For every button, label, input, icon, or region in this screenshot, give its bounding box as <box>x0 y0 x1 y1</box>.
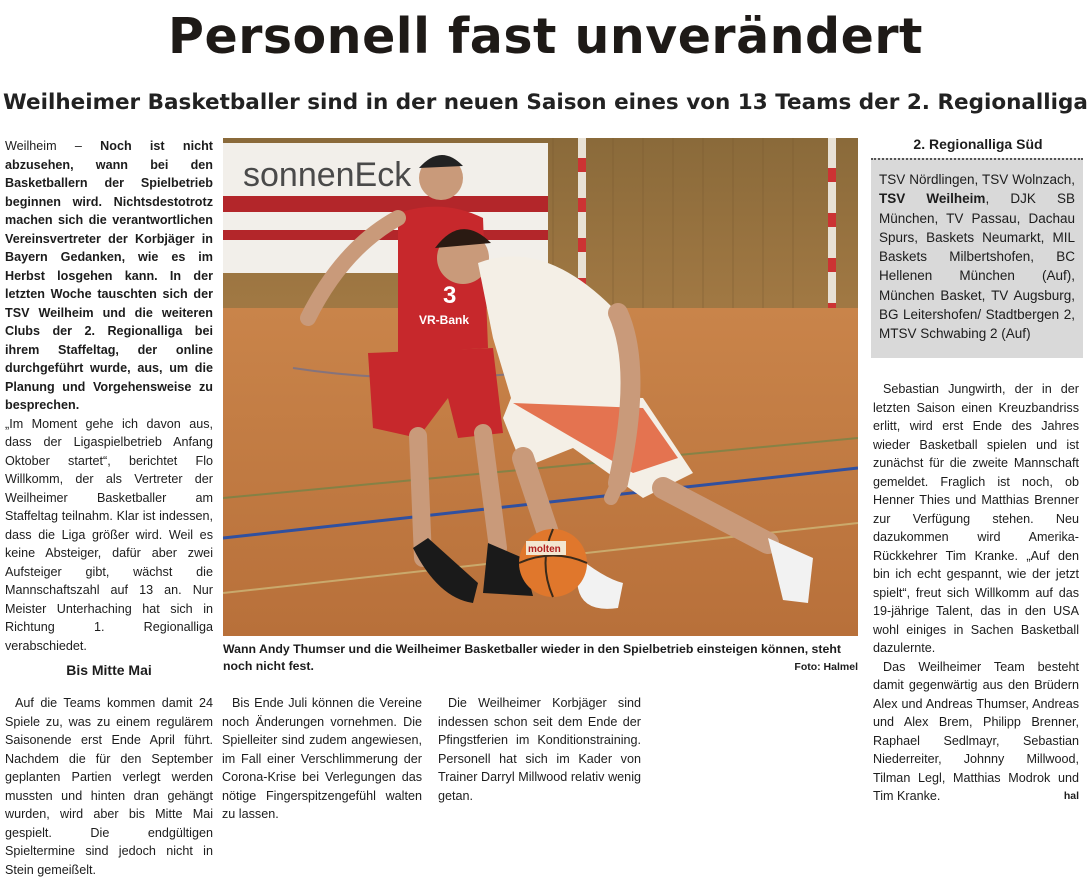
sidebar-title: 2. Regionalliga Süd <box>913 136 1043 152</box>
paragraph: Sebastian Jungwirth, der in der letzten Saison einen Kreuzbandriss erlitt, wird erst Ende des Jahres wieder Basketball spielen und ist zunächst für die zweite Mannschaft gemeldet. Fraglich ist noch, ob Henner Thies und Matthias Brenner zur Verfügung stehen. Neu dazukommen wird Amerika-Rückkehrer Tim Kranke. „Auf den bin ich echt gespannt, wie der jetzt spielt“, freut sich Willkomm auf das 19-jährige Talent, das in den USA wohl einiges in Sachen Basketball dazulernte. <box>873 382 1079 655</box>
paragraph: Die Weilheimer Korbjäger sind indessen schon seit dem Ende der Pfingstferien im Konditionstraining. Personell hat sich im Kader von Trainer Darryl Millwood relativ wenig getan. <box>438 696 641 803</box>
section-subtitle: Bis Mitte Mai <box>66 662 152 678</box>
photo-credit: Foto: Halmel <box>794 661 858 673</box>
teams-text: , DJK SB München, TV Passau, Dachau Spurs, Baskets Neumarkt, MIL Baskets Milbertshofen, BC Hellenen München (Auf), München Basket, TV Augsburg, BG Leitershofen/ Stadtbergen 2, MTSV Schwabing 2 (Auf) <box>879 191 1076 342</box>
ball-brand: molten <box>528 544 561 555</box>
caption-text: Wann Andy Thumser und die Weilheimer Basketballer wieder in den Spielbetrieb einsteigen können, steht noch nicht fest. <box>223 642 841 673</box>
article-column-1-bottom <box>5 694 213 879</box>
article-column-3-bottom <box>438 694 641 805</box>
banner-text: sonnenEck <box>243 156 412 194</box>
paragraph: Bis Ende Juli können die Vereine noch Änderungen vornehmen. Die Spielleiter sind zudem angewiesen, im Fall einer Verschlimmerung der Corona-Krise bei Verlegungen das nötige Fingerspitzengefühl walten zu lassen. <box>222 696 422 821</box>
basketball-photo <box>223 138 858 636</box>
photo-caption <box>223 641 858 676</box>
paragraph-text: Das Weilheimer Team besteht damit gegenwärtig aus den Brüdern Alex und Andreas Thumser, Andreas und Alex Brem, Philipp Brenner, Raphael Sedlmayr, Sebastian Niederreiter, Johnny Millwood, Tilman Legl, Matthias Modrok und Tim Kranke. <box>873 659 1079 803</box>
article-column-2-bottom <box>222 694 422 824</box>
paragraph: „Im Moment gehe ich davon aus, dass der Ligaspielbetrieb Anfang Oktober startet“, berichtet Flo Willkomm, der als Vertreter der Weilheimer Basketballer am Staffeltag teilnahm. Klar ist indessen, dass die Liga größer wird. Weil es keine Absteiger, dafür aber zwei Aufsteiger gibt, wächst die Mannschaftszahl auf 13 an. Nur Meister Unterhaching hat sich in Richtung 1. Regionalliga verabschiedet. <box>5 416 213 653</box>
paragraph: Auf die Teams kommen damit 24 Spiele zu, was zu einem regulärem Saisonende erst Ende April führt. Nachdem die für den September geplanten Partien verlegt werden mussten und hinten dran gehängt wurden, wird aber bis Mitte Mai gespielt. Die endgültigen Spieltermine sind jedoch nicht in Stein gemeißelt. <box>5 696 213 877</box>
author-signature: hal <box>1063 790 1079 802</box>
teams-text: TSV Nördlingen, TSV Wolnzach, <box>879 172 1075 187</box>
article-column-1 <box>5 137 213 686</box>
sidebar-team-list <box>871 158 1083 358</box>
dateline: Weilheim – <box>5 139 101 153</box>
jersey-sponsor: VR-Bank <box>419 313 470 327</box>
lead-text: Noch ist nicht abzusehen, wann bei den Basketballern der Spielbetrieb beginnen wird. Nichtsdestotrotz machen sich die verantwortlichen Vereinsvertreter der Korbjäger in Bayern Gedanken, wie es im Herbst losgehen kann. In der letzten Woche tauschten sich der TSV Weilheim und die weiteren Clubs der 2. Regionalliga bei ihrem Staffeltag, der online durchgeführt wurde, aus, um die Planung und Vorgehensweise zu besprechen. <box>5 139 214 412</box>
jersey-number: 3 <box>443 282 457 309</box>
lead-paragraph <box>5 137 213 415</box>
photo-illustration <box>223 138 858 636</box>
headline: Personell fast unverändert <box>168 8 923 65</box>
basketball <box>519 529 587 597</box>
subheadline: Weilheimer Basketballer sind in der neuen Saison eines von 13 Teams der 2. Regionalliga <box>3 90 1088 115</box>
paragraph <box>873 658 1079 806</box>
highlighted-team: TSV Weilheim <box>879 191 986 207</box>
article-column-5 <box>873 380 1079 806</box>
